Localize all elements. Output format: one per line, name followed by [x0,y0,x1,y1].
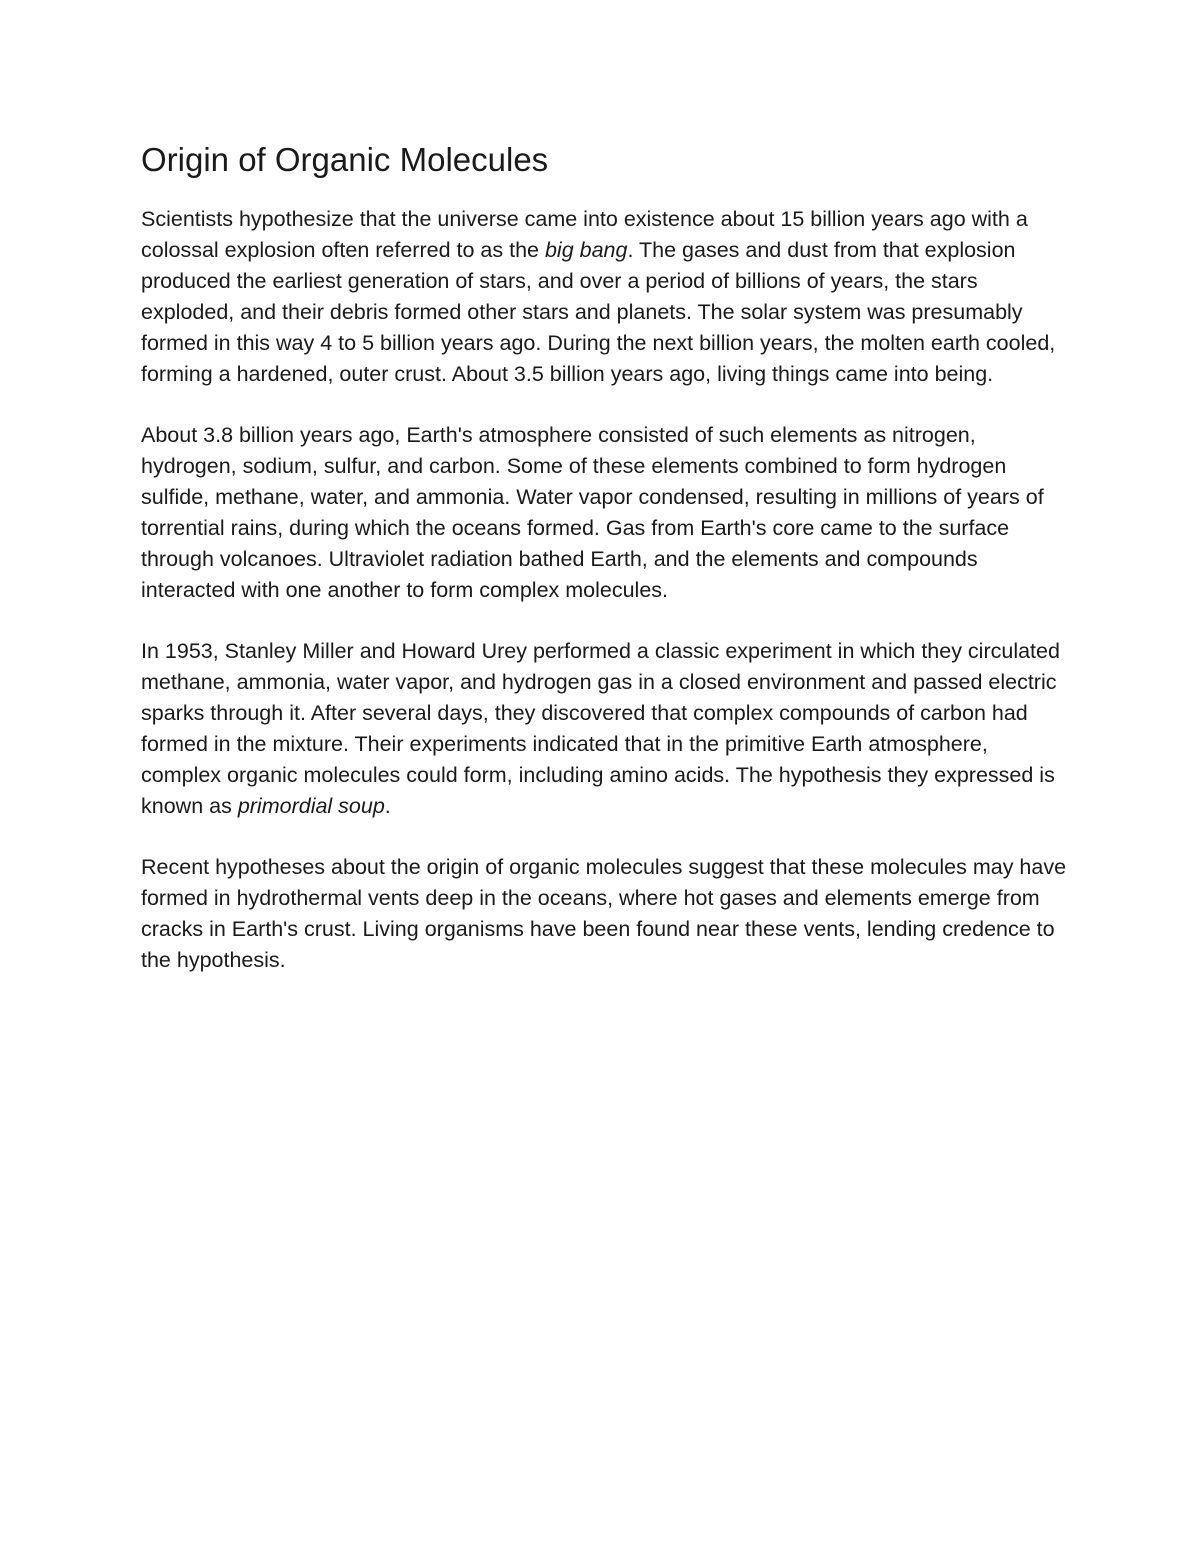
document-title: Origin of Organic Molecules [141,141,549,178]
emphasis-primordial-soup: primordial soup [237,794,385,818]
document-page [141,138,1071,1006]
paragraph-text: In 1953, Stanley Miller and Howard Urey performed a classic experiment in which they circulated methane, ammonia, water vapor, and hydrogen gas in a closed environment and passed electric sparks through it. After several days, they discovered that complex compounds of carbon had formed in the mixture. Their experiments indicated that in the primitive Earth atmosphere, complex organic molecules could form, including amino acids. The hypothesis they expressed is known as [141,639,1060,818]
paragraph-text: Scientists hypothesize that the universe came into existence about 15 billion years ago with a colossal explosion often referred to as the [141,207,1028,262]
paragraph-big-bang [141,204,1071,390]
emphasis-big-bang: big bang [544,238,628,262]
paragraph-hydrothermal-vents: Recent hypotheses about the origin of organic molecules suggest that these molecules may have formed in hydrothermal vents deep in the oceans, where hot gases and elements emerge from cracks in Earth's crust. Living organisms have been found near these vents, lending credence to the hypothesis. [141,855,1067,972]
paragraph-miller-urey [141,636,1071,822]
paragraph-text: . [384,794,391,818]
paragraph-text: . The gases and dust from that explosion produced the earliest generation of stars, and over a period of billions of years, the stars exploded, and their debris formed other stars and planets. The solar system was presumably formed in this way 4 to 5 billion years ago. During the next billion years, the molten earth cooled, forming a hardened, outer crust. About 3.5 billion years ago, living things came into being. [141,238,1056,386]
paragraph-early-atmosphere: About 3.8 billion years ago, Earth's atmosphere consisted of such elements as nitrogen, hydrogen, sodium, sulfur, and carbon. Some of these elements combined to form hydrogen sulfide, methane, water, and ammonia. Water vapor condensed, resulting in millions of years of torrential rains, during which the oceans formed. Gas from Earth's core came to the surface through volcanoes. Ultraviolet radiation bathed Earth, and the elements and compounds interacted with one another to form complex molecules. [141,423,1044,602]
